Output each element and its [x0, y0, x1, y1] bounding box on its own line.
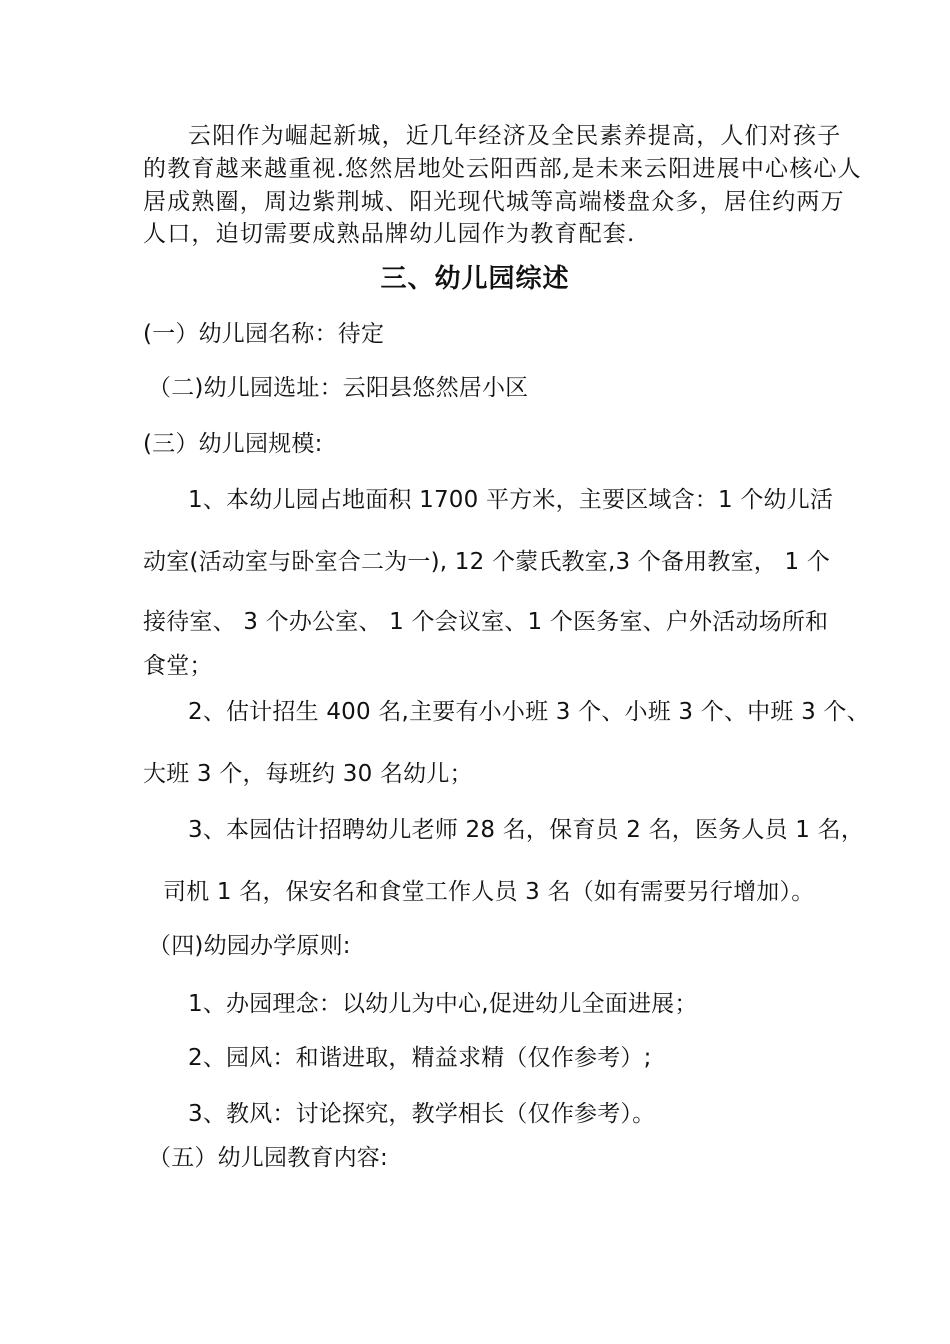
scale-1-line: 食堂；	[143, 653, 213, 679]
scale-1-line: 1、本幼儿园占地面积 1700 平方米，主要区域含：1 个幼儿活	[188, 487, 834, 513]
principle-line: 1、办园理念：以幼儿为中心,促进幼儿全面进展；	[188, 991, 698, 1017]
principle-line: 3、教风：讨论探究，教学相长（仅作参考）。	[188, 1101, 656, 1127]
intro-line: 人口，迫切需要成熟品牌幼儿园作为教育配套.	[143, 221, 636, 247]
intro-line: 居成熟圈，周边紫荆城、阳光现代城等高端楼盘众多，居住约两万	[143, 189, 845, 215]
scale-2-line: 大班 3 个，每班约 30 名幼儿；	[143, 761, 473, 787]
item-principles-heading: （四)幼园办学原则:	[148, 933, 351, 959]
scale-3-line: 3、本园估计招聘幼儿老师 28 名，保育员 2 名，医务人员 1 名，	[188, 817, 865, 843]
item-kindergarten-name: (一）幼儿园名称：待定	[143, 321, 385, 347]
item-scale-heading: (三）幼儿园规模:	[143, 431, 323, 457]
scale-1-line: 动室(活动室与卧室合二为一), 12 个蒙氏教室,3 个备用教室， 1 个	[143, 549, 831, 575]
principle-line: 2、园风：和谐进取，精益求精（仅作参考）;	[188, 1045, 652, 1071]
scale-3-line: 司机 1 名，保安名和食堂工作人员 3 名（如有需要另行增加）。	[163, 879, 815, 905]
intro-line: 云阳作为崛起新城，近几年经济及全民素养提高，人们对孩子	[188, 123, 842, 149]
item-content-heading: （五）幼儿园教育内容:	[148, 1145, 388, 1171]
scale-2-line: 2、估计招生 400 名,主要有小小班 3 个、小班 3 个、中班 3 个、	[188, 699, 870, 725]
item-kindergarten-address: （二)幼儿园选址：云阳县悠然居小区	[148, 375, 529, 401]
section-heading: 三、幼儿园综述	[380, 264, 570, 294]
intro-line: 的教育越来越重视.悠然居地处云阳西部,是未来云阳进展中心核心人	[143, 156, 862, 182]
scale-1-line: 接待室、 3 个办公室、 1 个会议室、1 个医务室、户外活动场所和	[143, 609, 829, 635]
